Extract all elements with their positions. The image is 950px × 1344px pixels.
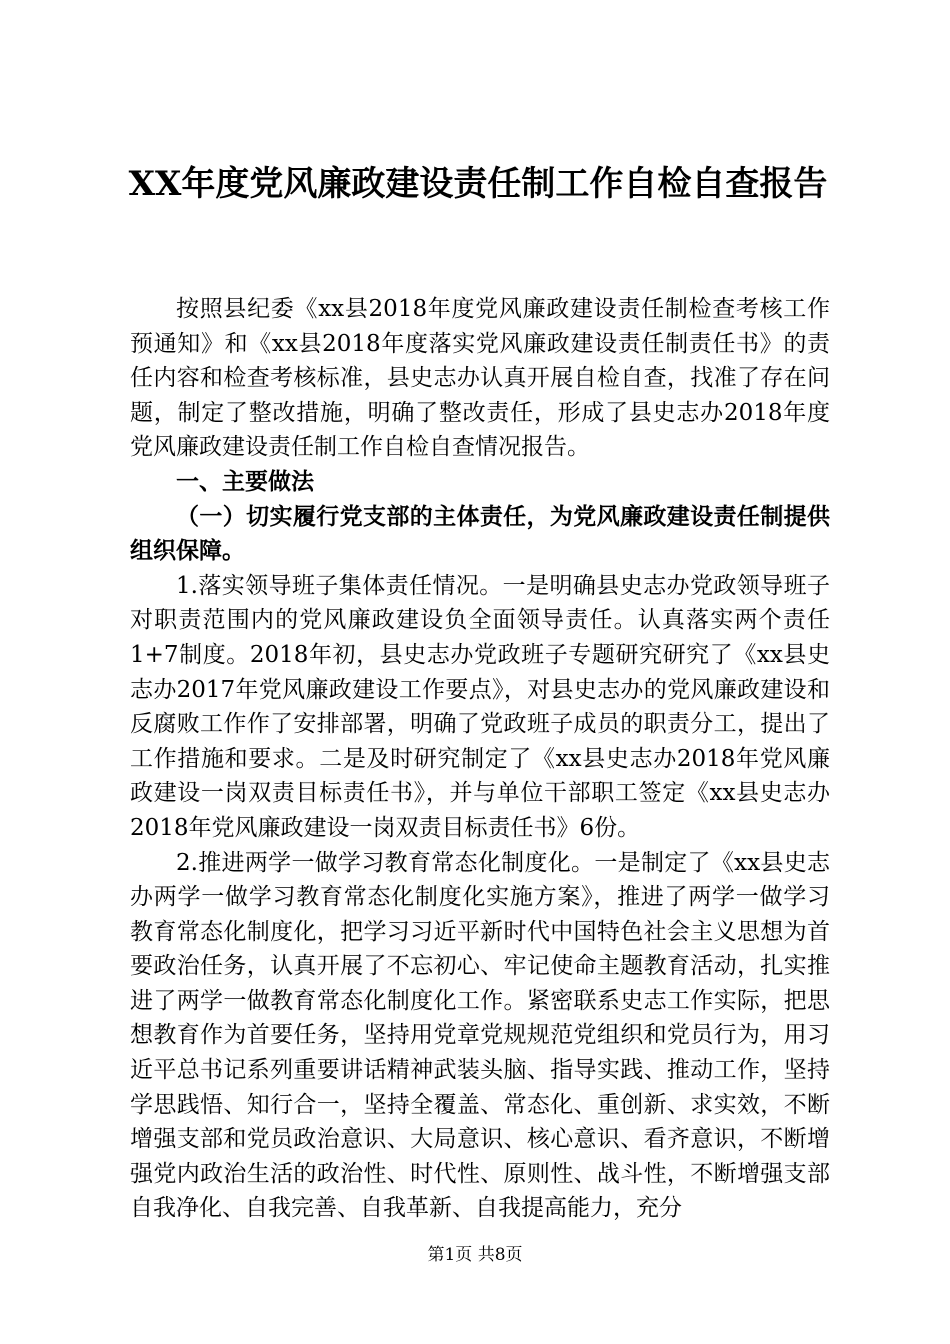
- intro-paragraph: 按照县纪委《xx县2018年度党风廉政建设责任制检查考核工作预通知》和《xx县2018年度落实党风廉政建设责任制责任书》的责任内容和检查考核标准，县史志办认真开展自检自查，找准了存在问题，制定了整改措施，明确了整改责任，形成了县史志办2018年度党风廉政建设责任制工作自检自查情况报告。: [130, 296, 830, 461]
- document-body: [130, 292, 830, 1226]
- section-heading: 一、主要做法: [176, 468, 314, 495]
- document-title: XX年度党风廉政建设责任制工作自检自查报告: [128, 164, 828, 204]
- item-paragraph-1: 1.落实领导班子集体责任情况。一是明确县史志办党政领导班子对职责范围内的党风廉政建设负全面领导责任。认真落实两个责任1+7制度。2018年初，县史志办党政班子专题研究研究了《xx县史志办2017年党风廉政建设工作要点》，对县史志办的党风廉政建设和反腐败工作作了安排部署，明确了党政班子成员的职责分工，提出了工作措施和要求。二是及时研究制定了《xx县史志办2018年党风廉政建设一岗双责目标责任书》，并与单位干部职工签定《xx县史志办2018年党风廉政建设一岗双责目标责任书》6份。: [130, 572, 830, 841]
- page-footer: 第1页 共8页: [427, 1245, 523, 1265]
- item-paragraph-2: 2.推进两学一做学习教育常态化制度化。一是制定了《xx县史志办两学一做学习教育常态化制度化实施方案》，推进了两学一做学习教育常态化制度化，把学习习近平新时代中国特色社会主义思想为首要政治任务，认真开展了不忘初心、牢记使命主题教育活动，扎实推进了两学一做教育常态化制度化工作。紧密联系史志工作实际，把思想教育作为首要任务，坚持用党章党规规范党组织和党员行为，用习近平总书记系列重要讲话精神武装头脑、指导实践、推动工作，坚持学思践悟、知行合一，坚持全覆盖、常态化、重创新、求实效，不断增强支部和党员政治意识、大局意识、核心意识、看齐意识，不断增强党内政治生活的政治性、时代性、原则性、战斗性，不断增强支部自我净化、自我完善、自我革新、自我提高能力，充分: [130, 849, 830, 1222]
- subsection-heading: （一）切实履行党支部的主体责任，为党风廉政建设责任制提供组织保障。: [130, 503, 830, 565]
